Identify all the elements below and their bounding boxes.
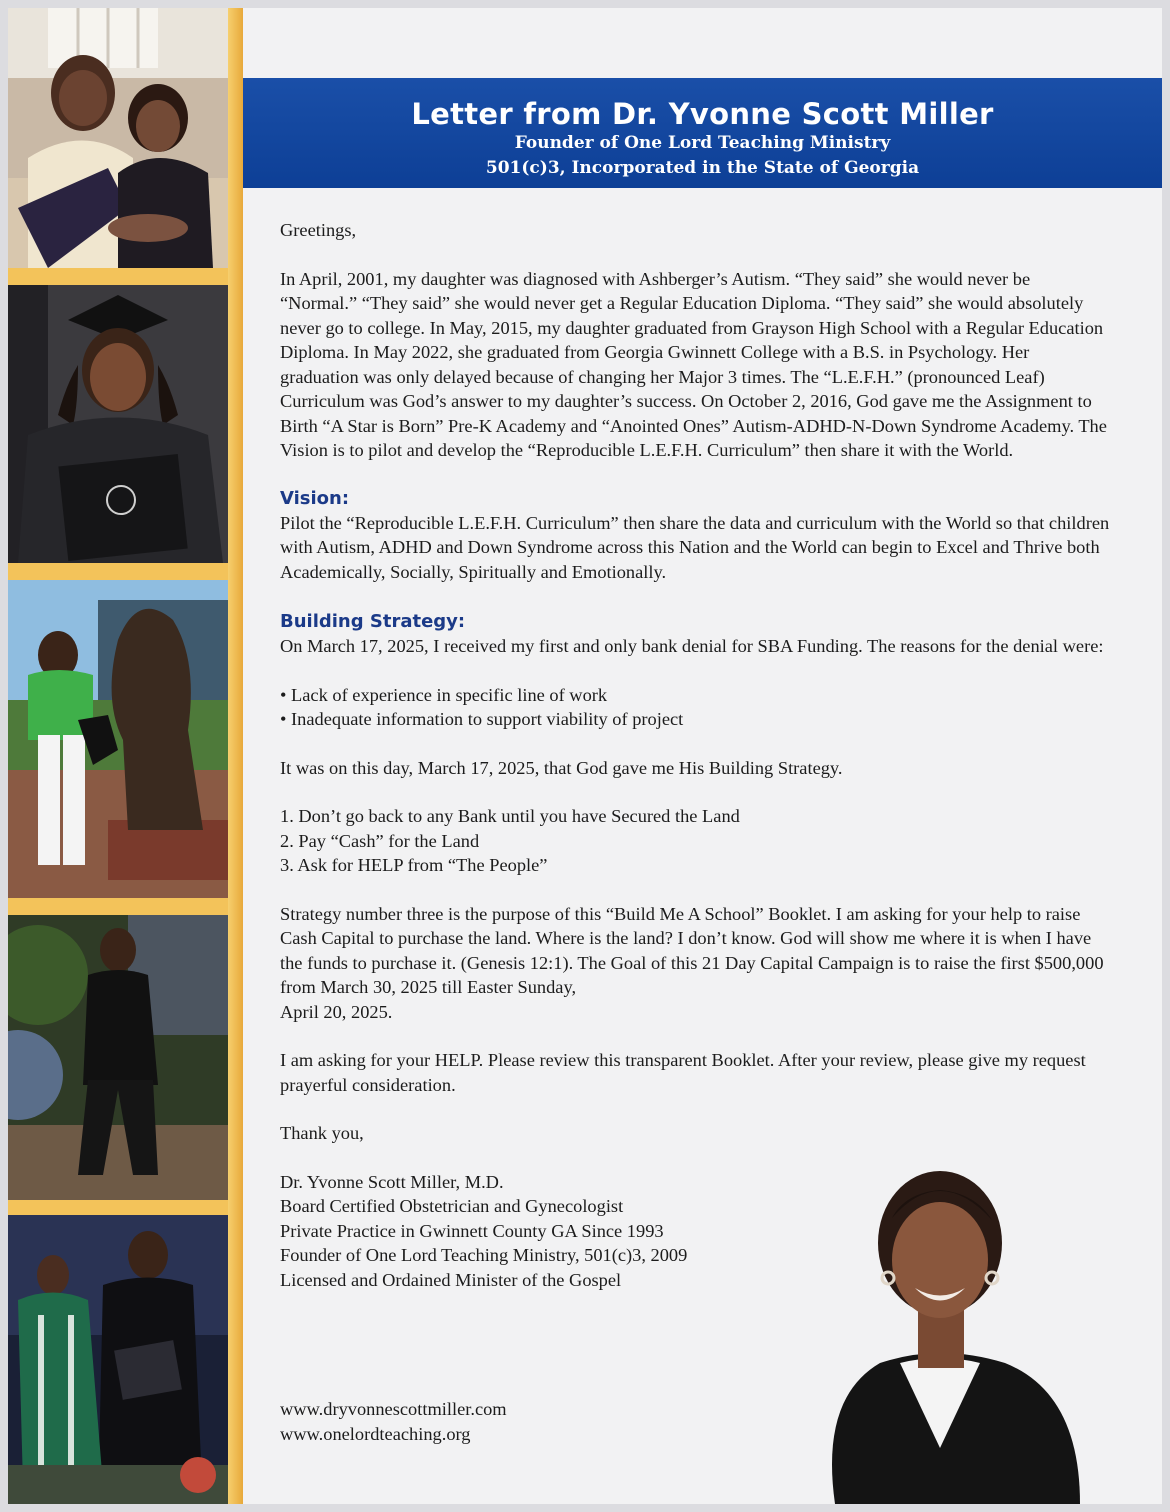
photo-mother-daughter-home [8, 8, 228, 268]
list-item: 2. Pay “Cash” for the Land [280, 830, 480, 851]
strategy-steps-list [280, 804, 1110, 878]
signature-minister: Licensed and Ordained Minister of the Gospel [280, 1269, 622, 1290]
strategy-purpose-date: April 20, 2025. [280, 1001, 393, 1022]
page-subtitle-incorporation: 501(c)3, Incorporated in the State of Georgia [485, 158, 920, 178]
letter-body [280, 218, 1110, 1292]
strategy-heading: Building Strategy: [280, 611, 466, 632]
request-paragraph: I am asking for your HELP. Please review this transparent Booklet. After your review, please give my request prayerful consideration. [280, 1050, 1086, 1095]
vision-heading: Vision: [280, 487, 350, 509]
signature-credential: Board Certified Obstetrician and Gynecologist [280, 1196, 624, 1216]
website-link-ministry[interactable]: www.onelordteaching.org [280, 1423, 471, 1444]
author-portrait [780, 1148, 1100, 1504]
signature-name: Dr. Yvonne Scott Miller, M.D. [280, 1171, 504, 1192]
page-border-top [0, 0, 1170, 8]
signature-ministry: Founder of One Lord Teaching Ministry, 501(c)3, 2009 [280, 1245, 688, 1265]
photo-graduate-cap-gown [8, 285, 228, 563]
photo-outdoor-portrait [8, 915, 228, 1200]
gold-accent-stripe [228, 8, 243, 1504]
header-banner [243, 78, 1162, 188]
page-title: Letter from Dr. Yvonne Scott Miller [411, 97, 994, 131]
signature-practice: Private Practice in Gwinnett County GA Since 1993 [280, 1220, 664, 1241]
strategy-purpose: Strategy number three is the purpose of this “Build Me A School” Booklet. I am asking for your help to raise Cash Capital to purchase the land. Where is the land? I don’t know. God will show me where it is when I have the funds to purchase it. (Genesis 12:1). The Goal of this 21 Day Capital Campaign is to raise the first $500,000 from March 30, 2025 till Easter Sunday, [280, 903, 1104, 997]
vision-paragraph: Pilot the “Reproducible L.E.F.H. Curriculum” then share the data and curriculum with the World so that children with Autism, ADHD and Down Syndrome across this Nation and the World can begin to Excel and Thrive both Academically, Socially, Spiritually and Emotionally. [280, 512, 1110, 582]
page-border-bottom [0, 1504, 1170, 1512]
strategy-day: It was on this day, March 17, 2025, that God gave me His Building Strategy. [280, 757, 843, 778]
list-item: • Lack of experience in specific line of work [280, 684, 608, 705]
page-subtitle-founder: Founder of One Lord Teaching Ministry [514, 133, 891, 153]
website-link-personal[interactable]: www.dryvonnescottmiller.com [280, 1399, 507, 1419]
denial-reasons-list [280, 683, 1110, 732]
photo-bear-statue [8, 580, 228, 898]
page-border-right [1162, 0, 1170, 1512]
greeting: Greetings, [280, 220, 357, 240]
photo-graduation-ceremony [8, 1215, 228, 1504]
list-item: 3. Ask for HELP from “The People” [280, 855, 548, 875]
page-border-left [0, 0, 8, 1512]
website-links [280, 1397, 507, 1446]
list-item: 1. Don’t go back to any Bank until you have Secured the Land [280, 806, 740, 826]
intro-paragraph: In April, 2001, my daughter was diagnosed with Ashberger’s Autism. “They said” she would never be “Normal.” “They said” she would never get a Regular Education Diploma. “They said” she would absolutely never go to college. In May, 2015, my daughter graduated from Grayson High School with a Regular Education Diploma. In May 2022, she graduated from Georgia Gwinnett College with a B.S. in Psychology. Her graduation was only delayed because of changing her Major 3 times. The “L.E.F.H.” (pronounced Leaf) Curriculum was God’s answer to my daughter’s success. On October 2, 2016, God gave me the Assignment to Birth “A Star is Born” Pre-K Academy and “Anointed Ones” Autism-ADHD-N-Down Syndrome Academy. The Vision is to pilot and develop the “Reproducible L.E.F.H. Curriculum” then share it with the World. [280, 268, 1107, 460]
list-item: • Inadequate information to support viability of project [280, 709, 684, 729]
strategy-intro: On March 17, 2025, I received my first and only bank denial for SBA Funding. The reasons for the denial were: [280, 636, 1104, 656]
closing: Thank you, [280, 1123, 364, 1143]
